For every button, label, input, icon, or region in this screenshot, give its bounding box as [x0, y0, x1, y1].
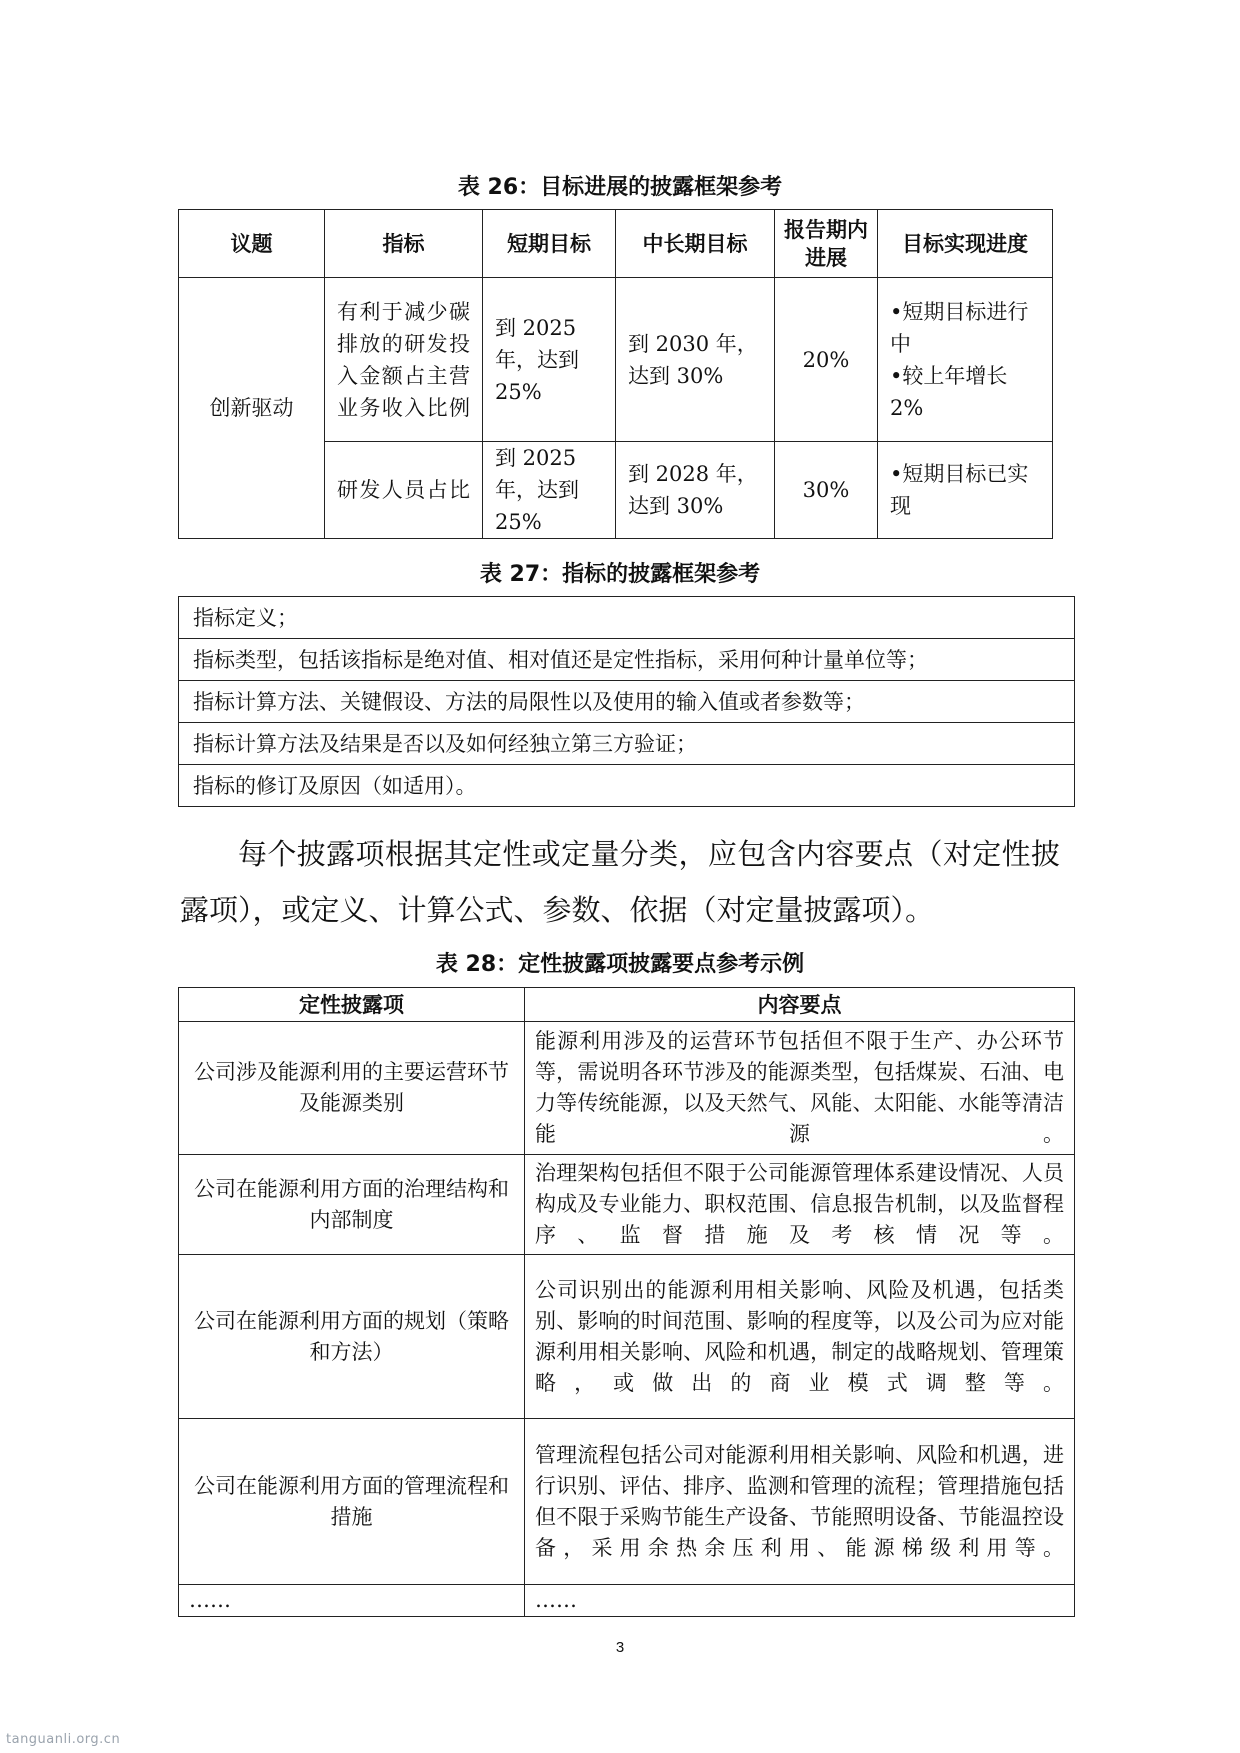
table26-indicator: 研发人员占比: [325, 442, 483, 539]
table26-header-topic: 议题: [179, 210, 325, 278]
table26-indicator: 有利于减少碳排放的研发投入金额占主营业务收入比例: [325, 278, 483, 442]
table28-caption: 表 28：定性披露项披露要点参考示例: [435, 952, 805, 977]
table26-topic: 创新驱动: [179, 278, 325, 539]
table-row: [179, 1255, 1075, 1419]
watermark: tanguanli.org.cn: [6, 1732, 121, 1747]
table28-points: 治理架构包括但不限于公司能源管理体系建设情况、人员构成及专业能力、职权范围、信息报告机制，以及监督程序、监督措施及考核情况等。: [525, 1155, 1075, 1255]
table28-item: ……: [179, 1585, 525, 1617]
table26-header-mid-long-term: 中长期目标: [616, 210, 775, 278]
table28-points: 能源利用涉及的运营环节包括但不限于生产、办公环节等，需说明各环节涉及的能源类型，包括煤炭、石油、电力等传统能源，以及天然气、风能、太阳能、水能等清洁能源。: [525, 1022, 1075, 1155]
table26-short-term: 到 2025 年，达到 25%: [483, 278, 616, 442]
table26-mid-term: 到 2028 年，达到 30%: [616, 442, 775, 539]
table-row: [179, 597, 1075, 639]
table27-indicator-framework: [178, 596, 1075, 807]
table27-cell: 指标的修订及原因（如适用）。: [179, 765, 1075, 807]
table28-points: 公司识别出的能源利用相关影响、风险及机遇，包括类别、影响的时间范围、影响的程度等，以及公司为应对能源利用相关影响、风险和机遇，制定的战略规划、管理策略，或做出的商业模式调整等。: [525, 1255, 1075, 1419]
table-row: [179, 681, 1075, 723]
table28-points: 管理流程包括公司对能源利用相关影响、风险和机遇，进行识别、评估、排序、监测和管理的流程；管理措施包括但不限于采购节能生产设备、节能照明设备、节能温控设备，采用余热余压利用、能源梯级利用等。: [525, 1419, 1075, 1585]
table26-status: •短期目标进行中 •较上年增长 2%: [878, 278, 1053, 442]
table26-short-term: 到 2025 年，达到 25%: [483, 442, 616, 539]
table26-caption: 表 26：目标进展的披露框架参考: [457, 175, 783, 200]
table27-cell: 指标计算方法及结果是否以及如何经独立第三方验证；: [179, 723, 1075, 765]
table27-cell: 指标计算方法、关键假设、方法的局限性以及使用的输入值或者参数等；: [179, 681, 1075, 723]
table-row: [179, 1155, 1075, 1255]
page-number: 3: [615, 1639, 625, 1656]
table28-header-points: 内容要点: [525, 988, 1075, 1022]
table26-header-short-term: 短期目标: [483, 210, 616, 278]
table-row: [179, 723, 1075, 765]
table26-header-row: [179, 210, 1053, 278]
table-row: [179, 1585, 1075, 1617]
table26-header-achievement: 目标实现进度: [878, 210, 1053, 278]
body-paragraph: [180, 826, 1060, 938]
table28-item: 公司在能源利用方面的治理结构和内部制度: [179, 1155, 525, 1255]
table26-goal-progress: [178, 209, 1053, 539]
table26-status: •短期目标已实现: [878, 442, 1053, 539]
table27-caption: 表 27：指标的披露框架参考: [479, 562, 761, 587]
table27-cell: 指标定义；: [179, 597, 1075, 639]
table26-progress: 30%: [775, 442, 878, 539]
table27-cell: 指标类型，包括该指标是绝对值、相对值还是定性指标，采用何种计量单位等；: [179, 639, 1075, 681]
table28-points: ……: [525, 1585, 1075, 1617]
table28-item: 公司涉及能源利用的主要运营环节及能源类别: [179, 1022, 525, 1155]
table28-item: 公司在能源利用方面的管理流程和措施: [179, 1419, 525, 1585]
table-row: [179, 278, 1053, 442]
table28-header-row: [179, 988, 1075, 1022]
table28-header-item: 定性披露项: [179, 988, 525, 1022]
table-row: [179, 1022, 1075, 1155]
table28-item: 公司在能源利用方面的规划（策略和方法）: [179, 1255, 525, 1419]
table26-header-indicator: 指标: [325, 210, 483, 278]
paragraph-text: 每个披露项根据其定性或定量分类，应包含内容要点（对定性披露项），或定义、计算公式、参数、依据（对定量披露项）。: [180, 837, 1060, 927]
table-row: [179, 765, 1075, 807]
table26-header-period-progress: 报告期内进展: [775, 210, 878, 278]
table28-qualitative-items: [178, 987, 1075, 1617]
table-row: [179, 1419, 1075, 1585]
table-row: [179, 639, 1075, 681]
table26-mid-term: 到 2030 年，达到 30%: [616, 278, 775, 442]
table26-progress: 20%: [775, 278, 878, 442]
